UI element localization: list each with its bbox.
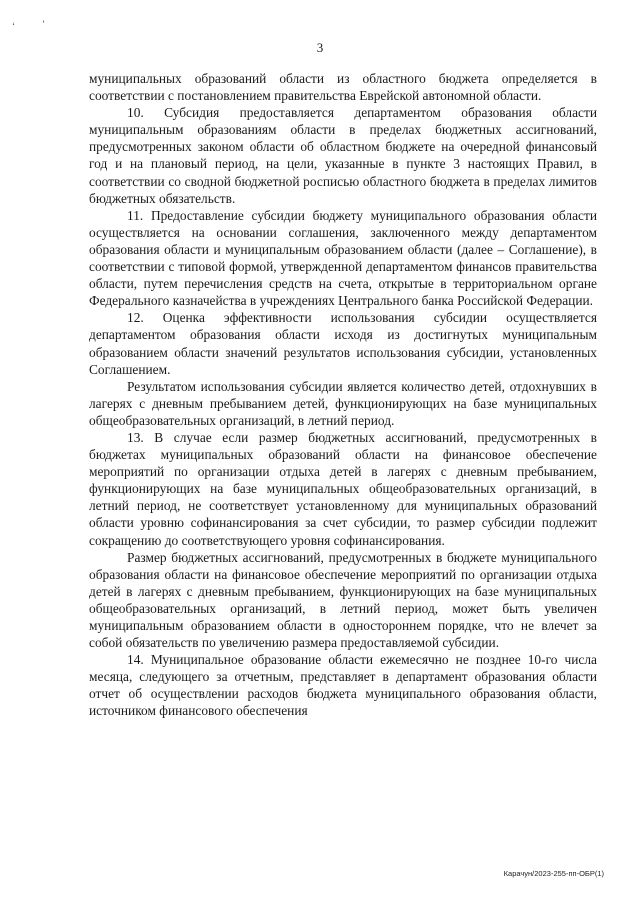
paragraph-12: 12. Оценка эффективности использования субсидии осуществляется департаментом образования области исходя из достигнутых муниципальным образованием области значений результатов использования субсидии, установленных Соглашением. bbox=[89, 310, 597, 377]
document-code: Карачун/2023-255-пп-ОБР(1) bbox=[503, 869, 604, 878]
scan-mark-right: ’ bbox=[42, 19, 45, 29]
paragraph-continuation: муниципальных образований области из областного бюджета определяется в соответствии с постановлением правительства Еврейской автономной области. bbox=[89, 71, 597, 104]
paragraph-13-increase: Размер бюджетных ассигнований, предусмотренных в бюджете муниципального образования области на финансовое обеспечение мероприятий по организации отдыха детей в лагерях с дневным пребыванием, функционирующих на базе муниципальных общеобразовательных организаций, в летний период, может быть увеличен муниципальным образованием области в одностороннем порядке, что не влечет за собой обязательств по увеличению размера предоставляемой субсидии. bbox=[89, 549, 597, 651]
paragraph-11: 11. Предоставление субсидии бюджету муниципального образования области осуществляется на основании соглашения, заключенного между департаментом образования области и муниципальным образованием области (далее – Соглашение), в соответствии с типовой формой, утвержденной департаментом финансов правительства области, путем перечисления средств на счета, открытые в территориальном органе Федерального казначейства в учреждениях Центрального банка Российской Федерации. bbox=[89, 207, 597, 309]
document-body bbox=[89, 70, 597, 720]
paragraph-12-result: Результатом использования субсидии является количество детей, отдохнувших в лагерях с дневным пребыванием детей, функционирующих на базе муниципальных общеобразовательных организаций, в летний период. bbox=[89, 378, 597, 428]
paragraph-13: 13. В случае если размер бюджетных ассигнований, предусмотренных в бюджетах муниципальных образований области на финансовое обеспечение мероприятий по организации отдыха детей в лагерях с дневным пребыванием, функционирующих на базе муниципальных общеобразовательных организаций, в летний период, не соответствует установленному для муниципальных образований области уровню софинансирования за счет субсидии, то размер субсидии подлежит сокращению до соответствующего уровня софинансирования. bbox=[89, 429, 597, 548]
scan-mark-left: ‘ bbox=[12, 21, 15, 31]
paragraph-10: 10. Субсидия предоставляется департаментом образования области муниципальным образованиям области в пределах бюджетных ассигнований, предусмотренных законом области об областном бюджете на очередной финансовый год и на плановый период, на цели, указанные в пункте 3 настоящих Правил, в соответствии со сводной бюджетной росписью областного бюджета в пределах лимитов бюджетных обязательств. bbox=[89, 105, 597, 206]
page-number: 3 bbox=[316, 40, 324, 55]
paragraph-14: 14. Муниципальное образование области ежемесячно не позднее 10-го числа месяца, следующего за отчетным, представляет в департамент образования области отчет об осуществлении расходов бюджета муниципального образования области, источником финансового обеспечения bbox=[89, 652, 597, 719]
